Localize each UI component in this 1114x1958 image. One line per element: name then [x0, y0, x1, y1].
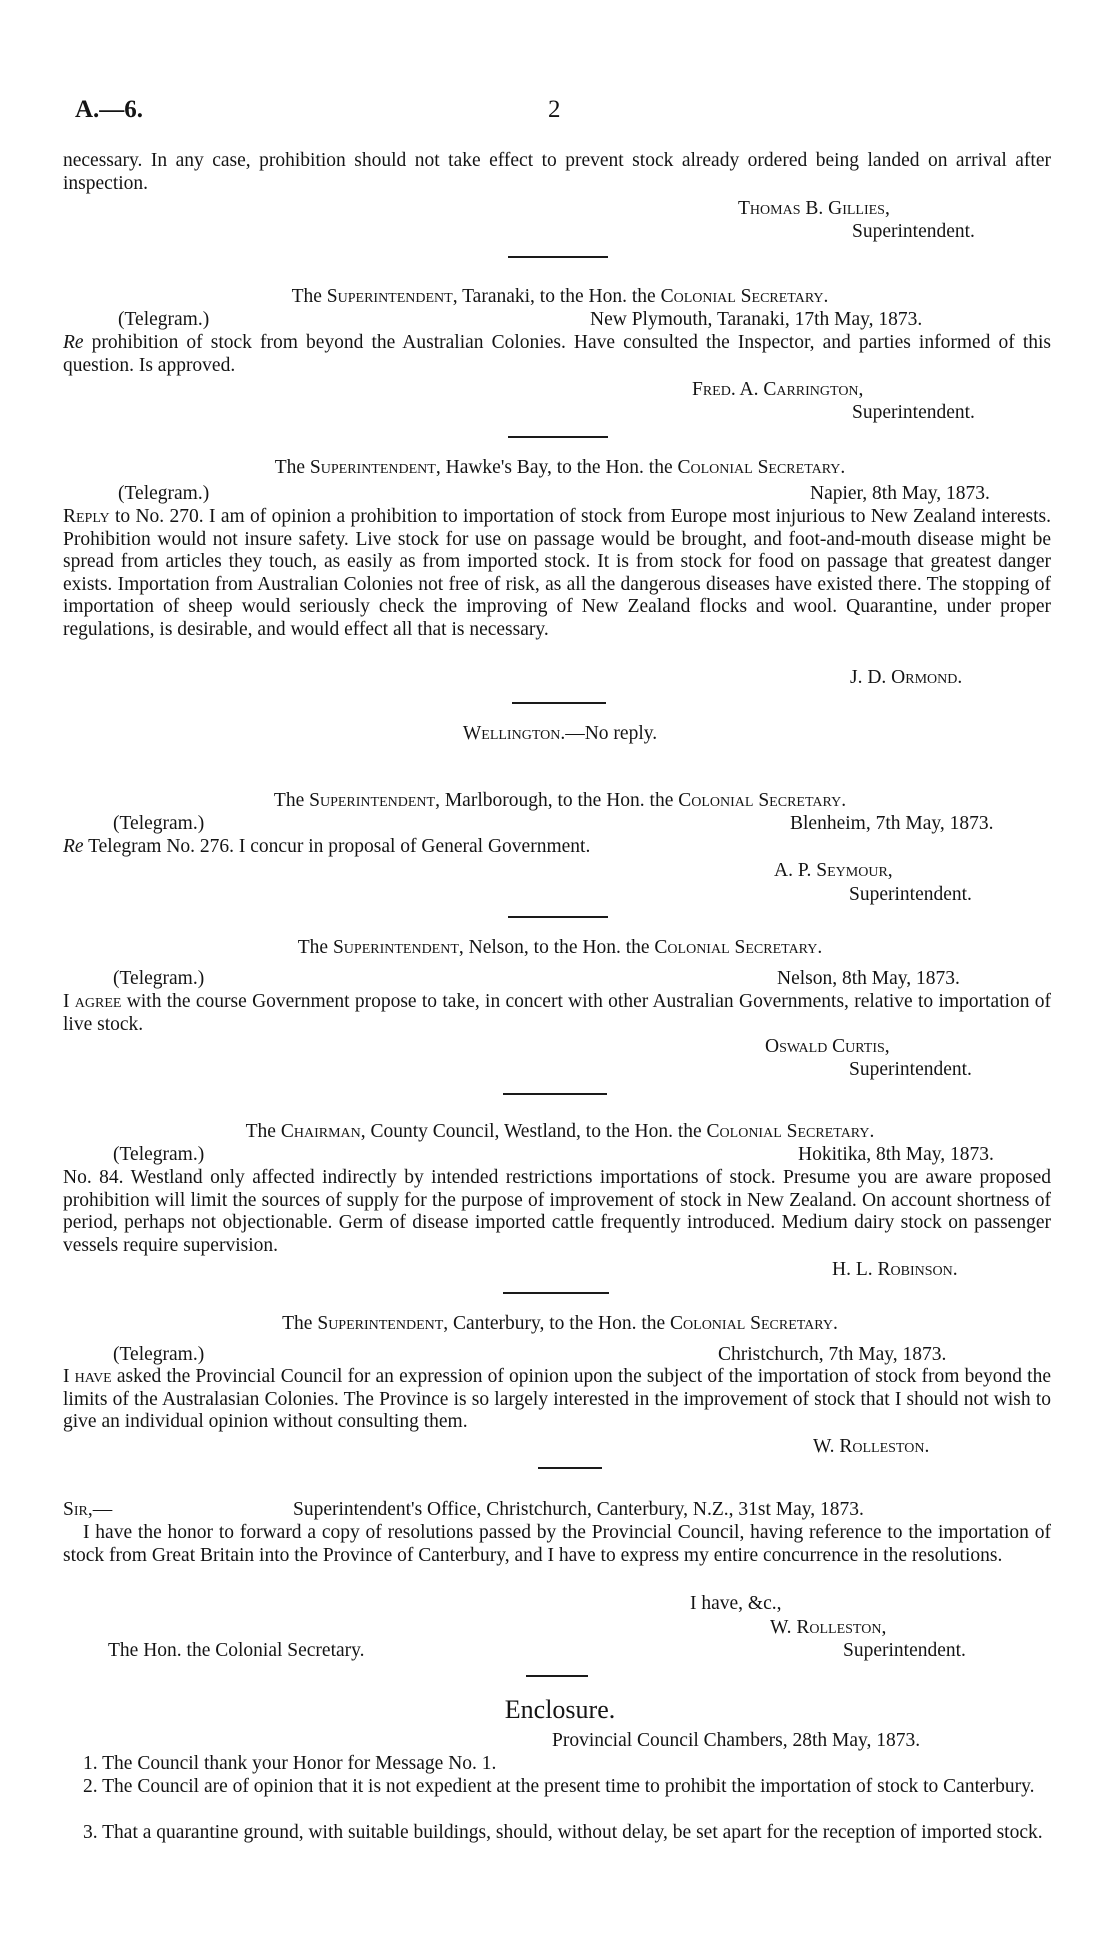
- section-divider: [503, 1292, 609, 1294]
- section-divider: [508, 256, 608, 258]
- telegram-label: (Telegram.): [118, 309, 210, 330]
- signature-title: Superintendent.: [849, 1059, 972, 1080]
- dateline-hawkes-bay: Napier, 8th May, 1873.: [810, 483, 990, 504]
- signature-title: Superintendent.: [843, 1640, 966, 1661]
- body-westland: No. 84. Westland only affected indirectly by intended restrictions importations of stock. Presume you are aware proposed prohibition will limit the sources of supply for the purpose of improvement of stock in New Zealand. On account shortness of period, perhaps not objectionable. Germ of disease imported cattle frequently introduced. Medium dairy stock on passenger vessels require supervision.: [63, 1167, 1051, 1256]
- section-divider: [512, 702, 606, 704]
- signature-title: Superintendent.: [849, 884, 972, 905]
- enclosure-title: Enclosure.: [504, 1695, 616, 1724]
- section-divider: [538, 1467, 602, 1469]
- heading-canterbury: The Superintendent, Canterbury, to the Hon. the Colonial Secretary.: [282, 1313, 838, 1334]
- signature-ormond: J. D. Ormond.: [850, 667, 963, 688]
- letter-signature: W. Rolleston,: [770, 1617, 887, 1638]
- dateline-marlborough: Blenheim, 7th May, 1873.: [790, 813, 994, 834]
- heading-hawkes-bay: The Superintendent, Hawke's Bay, to the Hon. the Colonial Secretary.: [274, 457, 846, 478]
- opening-paragraph: necessary. In any case, prohibition should not take effect to prevent stock already ordered being landed on arrival after inspection.: [63, 150, 1051, 194]
- document-reference: A.—6.: [75, 96, 144, 123]
- section-divider: [508, 916, 608, 918]
- wellington-no-reply: Wellington.—No reply.: [462, 723, 658, 744]
- signature-title: Superintendent.: [852, 402, 975, 423]
- body-marlborough: Re Telegram No. 276. I concur in proposal of General Government.: [63, 836, 591, 857]
- signature-title: Superintendent.: [852, 221, 975, 242]
- signature-rolleston: W. Rolleston.: [813, 1436, 930, 1457]
- body-taranaki: Re prohibition of stock from beyond the Australian Colonies. Have consulted the Inspector, and parties informed of this question. Is approved.: [63, 332, 1051, 376]
- signature-gillies: Thomas B. Gillies,: [738, 198, 890, 219]
- heading-marlborough: The Superintendent, Marlborough, to the Hon. the Colonial Secretary.: [273, 790, 847, 811]
- resolution-item: 2. The Council are of opinion that it is not expedient at the present time to prohibit the importation of stock to Canterbury.: [83, 1776, 1035, 1797]
- section-divider: [503, 1093, 607, 1095]
- telegram-label: (Telegram.): [118, 483, 210, 504]
- letter-dateline: Superintendent's Office, Christchurch, Canterbury, N.Z., 31st May, 1873.: [293, 1499, 864, 1520]
- body-nelson: I agree with the course Government propose to take, in concert with other Australian Governments, relative to importation of live stock.: [63, 991, 1052, 1035]
- dateline-nelson: Nelson, 8th May, 1873.: [777, 968, 960, 989]
- telegram-label: (Telegram.): [113, 1144, 205, 1165]
- page-number: 2: [548, 96, 561, 123]
- telegram-label: (Telegram.): [113, 1344, 205, 1365]
- body-hawkes-bay: Reply to No. 270. I am of opinion a prohibition to importation of stock from Europe most injurious to New Zealand interests. Prohibition would not insure safety. Live stock for use on passage would be brought, and foot-and-mouth disease might be spread from articles they touch, as easily as from imported stock. It is from stock for food on passage that greatest danger exists. Importation from Australian Colonies not free of risk, as all the dangerous diseases have existed there. The stopping of importation of sheep would seriously check the improving of New Zealand flocks and wool. Quarantine, under proper regulations, is desirable, and would effect all that is necessary.: [63, 506, 1051, 640]
- letter-addressee: The Hon. the Colonial Secretary.: [108, 1640, 365, 1661]
- telegram-label: (Telegram.): [113, 813, 205, 834]
- body-canterbury: I have asked the Provincial Council for an expression of opinion upon the subject of the importation of stock from beyond the limits of the Australasian Colonies. The Province is so largely interested in the improvement of stock that I should not wish to give an individual opinion without consulting them.: [63, 1366, 1051, 1433]
- dateline-canterbury: Christchurch, 7th May, 1873.: [718, 1344, 947, 1365]
- resolution-item: 3. That a quarantine ground, with suitable buildings, should, without delay, be set apart for the reception of imported stock.: [83, 1822, 1043, 1843]
- signature-curtis: Oswald Curtis,: [765, 1036, 890, 1057]
- letter-body: I have the honor to forward a copy of resolutions passed by the Provincial Council, having reference to the importation of stock from Great Britain into the Province of Canterbury, and I have to express my entire concurrence in the resolutions.: [63, 1522, 1051, 1566]
- section-divider: [526, 1675, 588, 1677]
- heading-taranaki: The Superintendent, Taranaki, to the Hon. the Colonial Secretary.: [291, 286, 829, 307]
- dateline-taranaki: New Plymouth, Taranaki, 17th May, 1873.: [590, 309, 923, 330]
- enclosure-dateline: Provincial Council Chambers, 28th May, 1873.: [552, 1730, 921, 1751]
- letter-closing: I have, &c.,: [690, 1593, 782, 1614]
- dateline-westland: Hokitika, 8th May, 1873.: [798, 1144, 994, 1165]
- signature-robinson: H. L. Robinson.: [832, 1259, 958, 1280]
- resolution-item: 1. The Council thank your Honor for Message No. 1.: [83, 1753, 497, 1774]
- letter-salutation: Sir,—: [63, 1499, 113, 1520]
- heading-nelson: The Superintendent, Nelson, to the Hon. the Colonial Secretary.: [297, 937, 823, 958]
- heading-westland: The Chairman, County Council, Westland, to the Hon. the Colonial Secretary.: [245, 1121, 875, 1142]
- telegram-label: (Telegram.): [113, 968, 205, 989]
- section-divider: [508, 436, 608, 438]
- signature-carrington: Fred. A. Carrington,: [692, 379, 864, 400]
- signature-seymour: A. P. Seymour,: [774, 860, 893, 881]
